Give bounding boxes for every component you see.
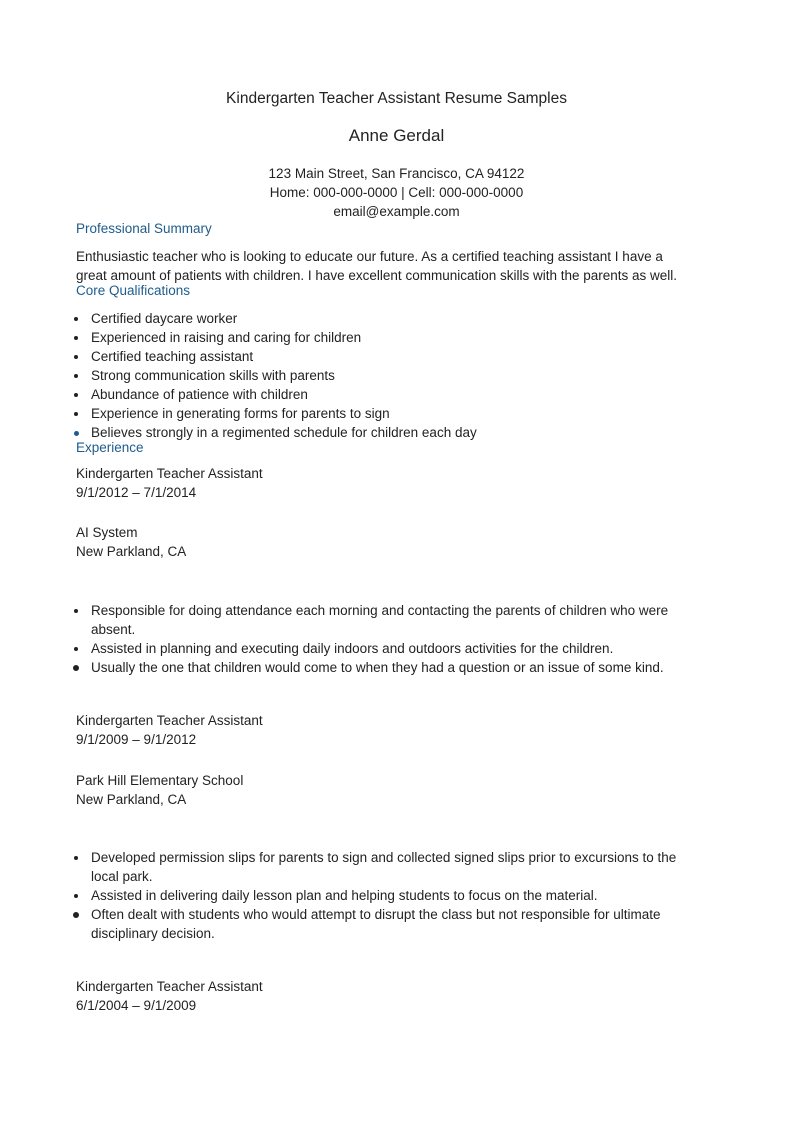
list-item: Certified daycare worker xyxy=(76,309,716,328)
list-item: Experience in generating forms for parents to sign xyxy=(76,404,716,423)
list-item xyxy=(76,848,716,886)
duty-line: disciplinary decision. xyxy=(91,926,215,941)
section-heading-experience: Experience xyxy=(76,440,144,455)
qualifications-list xyxy=(76,309,716,442)
job-duties-list xyxy=(76,601,716,677)
list-item xyxy=(76,601,716,639)
email: email@example.com xyxy=(333,204,460,219)
section-heading-qualifications: Core Qualifications xyxy=(76,283,191,298)
duty-line: absent. xyxy=(91,622,136,637)
job-employer-block xyxy=(76,771,243,809)
job-dates: 9/1/2012 – 7/1/2014 xyxy=(76,485,197,500)
list-item: Strong communication skills with parents xyxy=(76,366,716,385)
duty-line: Often dealt with students who would attempt to disrupt the class but not responsible for ultimate xyxy=(91,907,661,922)
summary-paragraph xyxy=(76,247,706,285)
duty-line: Usually the one that children would come to when they had a question or an issue of some kind. xyxy=(91,660,664,675)
job-position: Kindergarten Teacher Assistant xyxy=(76,466,263,481)
section-heading-summary: Professional Summary xyxy=(76,221,212,236)
job-dates: 9/1/2009 – 9/1/2012 xyxy=(76,732,197,747)
summary-line: Enthusiastic teacher who is looking to educate our future. As a certified teaching assistant I have a xyxy=(76,249,663,264)
job-employer-block xyxy=(76,523,186,561)
duty-line: local park. xyxy=(91,869,153,884)
duty-line: Assisted in delivering daily lesson plan and helping students to focus on the material. xyxy=(91,888,598,903)
job-location: New Parkland, CA xyxy=(76,792,187,807)
summary-line: great amount of patients with children. I have excellent communication skills with the parents as well. xyxy=(76,268,678,283)
job-employer: AI System xyxy=(76,525,138,540)
job-location: New Parkland, CA xyxy=(76,544,187,559)
job-position: Kindergarten Teacher Assistant xyxy=(76,979,263,994)
job-employer: Park Hill Elementary School xyxy=(76,773,244,788)
duty-line: Developed permission slips for parents to sign and collected signed slips prior to excursions to the xyxy=(91,850,677,865)
duty-line: Responsible for doing attendance each morning and contacting the parents of children who were xyxy=(91,603,669,618)
phone-numbers: Home: 000-000-0000 | Cell: 000-000-0000 xyxy=(269,185,524,200)
address: 123 Main Street, San Francisco, CA 94122 xyxy=(268,166,525,181)
job-position: Kindergarten Teacher Assistant xyxy=(76,713,263,728)
document-title: Kindergarten Teacher Assistant Resume Samples xyxy=(226,90,567,107)
job-dates: 6/1/2004 – 9/1/2009 xyxy=(76,998,197,1013)
list-item: Abundance of patience with children xyxy=(76,385,716,404)
job-header xyxy=(76,977,263,1015)
list-item xyxy=(76,658,716,677)
job-duties-list xyxy=(76,848,716,943)
duty-line: Assisted in planning and executing daily indoors and outdoors activities for the children. xyxy=(91,641,614,656)
list-item xyxy=(76,905,716,943)
list-item: Certified teaching assistant xyxy=(76,347,716,366)
list-item: Experienced in raising and caring for children xyxy=(76,328,716,347)
job-header xyxy=(76,464,263,502)
list-item: Believes strongly in a regimented schedule for children each day xyxy=(76,423,716,442)
list-item xyxy=(76,886,716,905)
candidate-name: Anne Gerdal xyxy=(348,126,445,145)
list-item xyxy=(76,639,716,658)
job-header xyxy=(76,711,263,749)
